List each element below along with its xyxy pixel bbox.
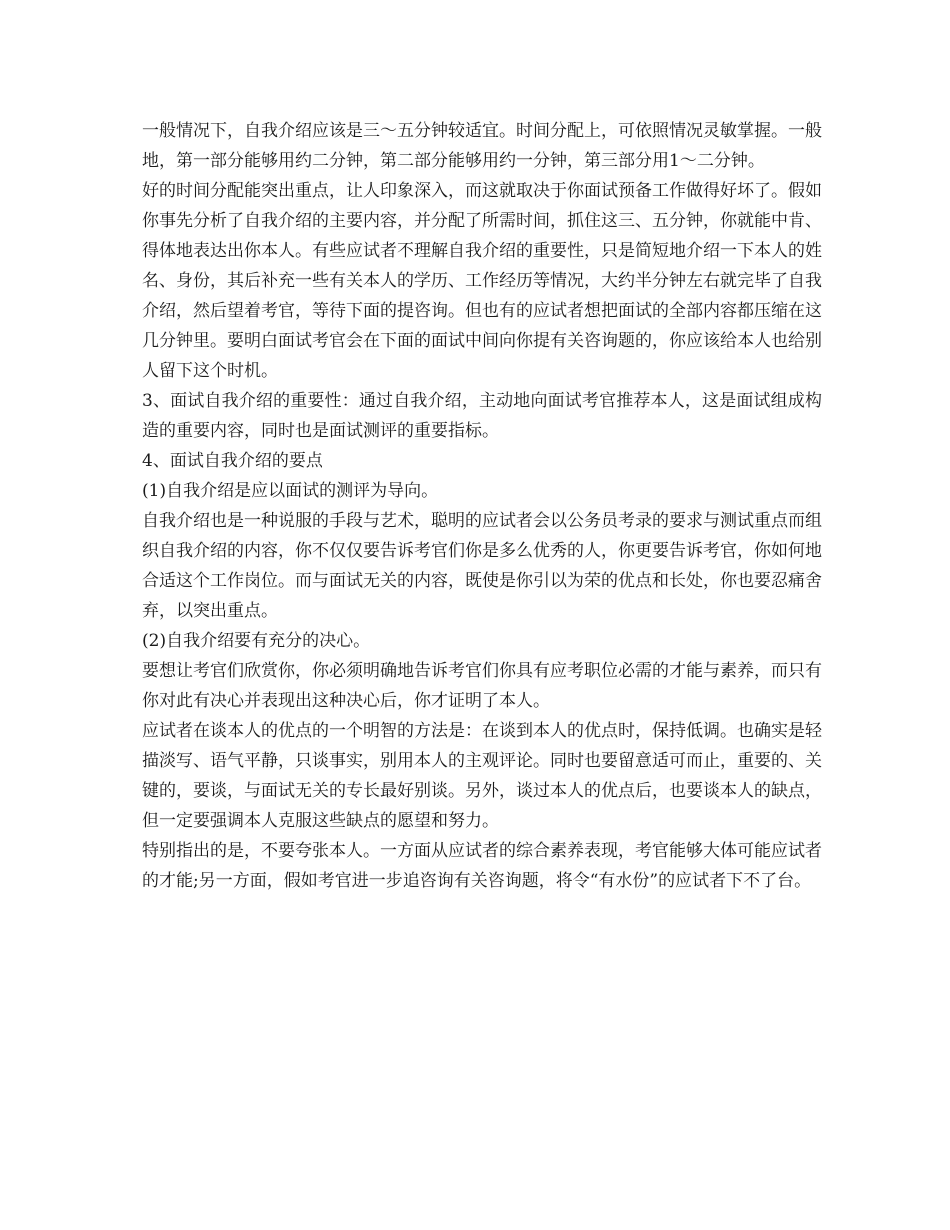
paragraph-importance: 3、面试自我介绍的重要性：通过自我介绍，主动地向面试考官推荐本人，这是面试组成构造的重要内容，同时也是面试测评的重要指标。 bbox=[142, 391, 822, 441]
paragraph-persuasion: 自我介绍也是一种说服的手段与艺术，聪明的应试者会以公务员考录的要求与测试重点而组织自我介绍的内容，你不仅仅要告诉考官们你是多么优秀的人，你更要告诉考官，你如何地合适这个工作岗位。而与面试无关的内容，既使是你引以为荣的优点和长处，你也要忍痛舍弃，以突出重点。 bbox=[142, 511, 822, 621]
subheading-point-1: (1)自我介绍是应以面试的测评为导向。 bbox=[142, 481, 439, 501]
subheading-point-2: (2)自我介绍要有充分的决心。 bbox=[142, 631, 371, 651]
body-text bbox=[142, 116, 822, 896]
paragraph-strengths: 应试者在谈本人的优点的一个明智的方法是：在谈到本人的优点时，保持低调。也确实是轻描淡写、语气平静，只谈事实，别用本人的主观评论。同时也要留意适可而止，重要的、关键的，要谈，与面试无关的专长最好别谈。另外，谈过本人的优点后，也要谈本人的缺点，但一定要强调本人克服这些缺点的愿望和努力。 bbox=[142, 721, 822, 831]
paragraph-no-exaggeration: 特别指出的是，不要夸张本人。一方面从应试者的综合素养表现，考官能够大体可能应试者的才能;另一方面，假如考官进一步追咨询有关咨询题，将令“有水份”的应试者下不了台。 bbox=[142, 841, 822, 891]
section-heading-key-points: 4、面试自我介绍的要点 bbox=[142, 451, 323, 471]
paragraph-confidence: 要想让考官们欣赏你，你必须明确地告诉考官们你具有应考职位必需的才能与素养，而只有你对此有决心并表现出这种决心后，你才证明了本人。 bbox=[142, 661, 822, 711]
paragraph-time-allocation: 一般情况下，自我介绍应该是三～五分钟较适宜。时间分配上，可依照情况灵敏掌握。一般地，第一部分能够用约二分钟，第二部分能够用约一分钟，第三部分用1～二分钟。 bbox=[142, 121, 822, 171]
paragraph-time-management: 好的时间分配能突出重点，让人印象深入，而这就取决于你面试预备工作做得好坏了。假如你事先分析了自我介绍的主要内容，并分配了所需时间，抓住这三、五分钟，你就能中肯、得体地表达出你本人。有些应试者不理解自我介绍的重要性，只是简短地介绍一下本人的姓名、身份，其后补充一些有关本人的学历、工作经历等情况，大约半分钟左右就完毕了自我介绍，然后望着考官，等待下面的提咨询。但也有的应试者想把面试的全部内容都压缩在这几分钟里。要明白面试考官会在下面的面试中间向你提有关咨询题的，你应该给本人也给别人留下这个时机。 bbox=[142, 181, 822, 381]
